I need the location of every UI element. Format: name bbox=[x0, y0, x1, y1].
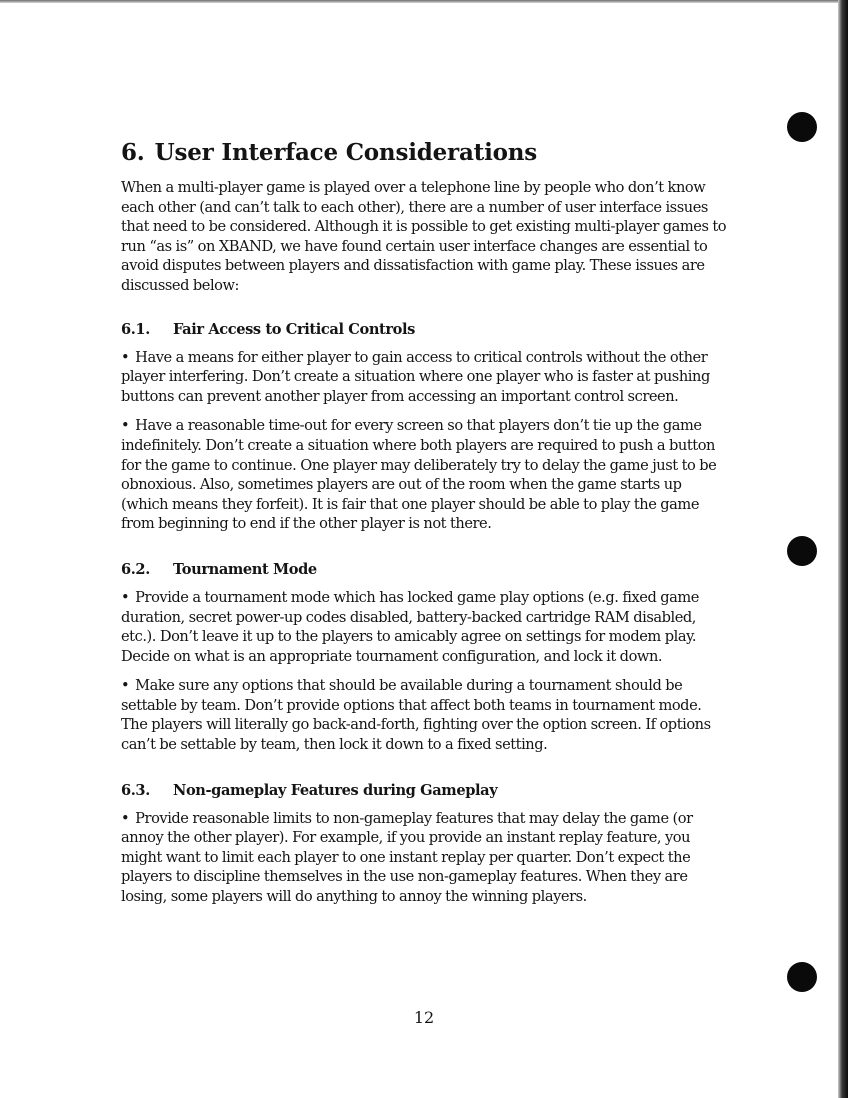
bullet-item bbox=[121, 416, 731, 534]
bullet-item bbox=[121, 676, 731, 754]
section-heading bbox=[121, 560, 731, 580]
section-number: 6.2. bbox=[121, 560, 150, 578]
chapter-number: 6. bbox=[121, 139, 145, 166]
section-number: 6.1. bbox=[121, 320, 150, 338]
bullet-dot: • bbox=[121, 809, 130, 827]
section-heading bbox=[121, 781, 731, 801]
chapter-heading bbox=[121, 138, 731, 168]
intro-paragraph: When a multi-player game is played over a telephone line by people who don’t know each other (and can’t talk to each other), there are a number of user interface issues that need to be considered. Although it is possible to get existing multi-player games to run “as is” on XBAND, we have found certain user interface changes are essential to avoid disputes between players and dissatisfaction with game play. These issues are discussed below: bbox=[121, 179, 727, 294]
scan-top-edge bbox=[0, 0, 848, 3]
bullet-item bbox=[121, 348, 731, 407]
chapter-title: User Interface Considerations bbox=[154, 139, 538, 166]
section-non-gameplay-features bbox=[121, 781, 731, 907]
punch-hole bbox=[787, 112, 817, 142]
bullet-dot: • bbox=[121, 348, 130, 366]
section-title: Non-gameplay Features during Gameplay bbox=[173, 781, 498, 799]
bullet-text: Provide reasonable limits to non-gameplay features that may delay the game (or annoy the other player). For example, if you provide an instant replay feature, you might want to limit each player to one instant replay per quarter. Don’t expect the players to discipline themselves in the use non-gameplay features. When they are losing, some players will do anything to annoy the winning players. bbox=[121, 809, 693, 906]
section-title: Tournament Mode bbox=[173, 560, 317, 578]
bullet-text: Make sure any options that should be available during a tournament should be settable by team. Don’t provide options that affect both teams in tournament mode. The players will literally go back-and-forth, fighting over the option screen. If options can’t be settable by team, then lock it down to a fixed setting. bbox=[121, 677, 711, 754]
punch-hole bbox=[787, 962, 817, 992]
bullet-dot: • bbox=[121, 588, 130, 606]
bullet-text: Have a means for either player to gain access to critical controls without the other player interfering. Don’t create a situation where one player who is faster at pushing buttons can prevent another player from accessing an important control screen. bbox=[121, 348, 710, 405]
page-content bbox=[121, 138, 731, 917]
page-number: 12 bbox=[413, 1008, 435, 1027]
bullet-dot: • bbox=[121, 417, 130, 435]
punch-hole bbox=[787, 536, 817, 566]
section-title: Fair Access to Critical Controls bbox=[173, 320, 415, 338]
section-heading bbox=[121, 320, 731, 340]
section-number: 6.3. bbox=[121, 781, 150, 799]
section-fair-access bbox=[121, 320, 731, 534]
bullet-item bbox=[121, 809, 731, 907]
bullet-text: Have a reasonable time-out for every screen so that players don’t tie up the game indefinitely. Don’t create a situation where both players are required to push a button for the game to continue. One player may deliberately try to delay the game just to be obnoxious. Also, sometimes players are out of the room when the game starts up (which means they forfeit). It is fair that one player should be able to play the game from beginning to end if the other player is not there. bbox=[121, 417, 717, 533]
bullet-text: Provide a tournament mode which has locked game play options (e.g. fixed game duration, secret power-up codes disabled, battery-backed cartridge RAM disabled, etc.). Don’t leave it up to the players to amicably agree on settings for modem play. Decide on what is an appropriate tournament configuration, and lock it down. bbox=[121, 588, 699, 665]
scan-right-edge bbox=[838, 0, 848, 1098]
section-tournament-mode bbox=[121, 560, 731, 755]
bullet-dot: • bbox=[121, 677, 130, 695]
bullet-item bbox=[121, 588, 731, 666]
